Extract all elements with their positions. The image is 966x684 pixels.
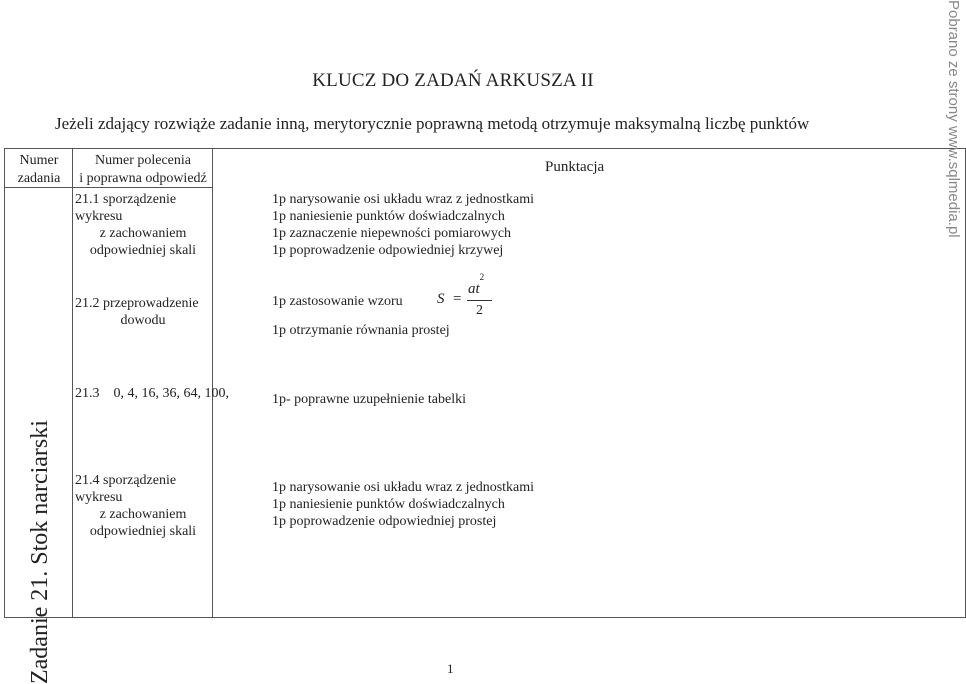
formula-lhs: S: [437, 291, 445, 307]
formula: [435, 272, 495, 327]
header-command-line1: Numer polecenia: [94, 153, 191, 168]
formula-numerator-text: at: [468, 281, 480, 297]
header-task-number: [5, 152, 73, 188]
row-21-3-command: [75, 385, 275, 402]
formula-denominator: 2: [476, 303, 483, 318]
row-21-4-point-2: 1p naniesienie punktów doświadczalnych: [272, 497, 505, 512]
row-21-1-line1: [75, 192, 176, 224]
row-21-1-point-1: 1p narysowanie osi układu wraz z jednostkami: [272, 192, 535, 207]
row-21-4-point-3: 1p poprowadzenie odpowiedniej prostej: [272, 514, 497, 529]
header-task-number-line2: zadania: [17, 171, 61, 186]
fraction-bar: [467, 300, 492, 301]
formula-exponent: 2: [479, 272, 485, 282]
row-21-2-line2: dowodu: [120, 313, 166, 328]
row-21-1-id: 21.1: [75, 192, 100, 207]
row-21-2-text: przeprowadzenie: [103, 296, 199, 311]
header-scoring: Punktacja: [545, 159, 605, 175]
header-command-line2: i poprawna odpowiedź: [79, 171, 207, 186]
intro-text: Jeżeli zdający rozwiąże zadanie inną, merytorycznie poprawną metodą otrzymuje maksymalną liczbę punktów: [55, 114, 810, 133]
row-21-1-text: sporządzenie wykresu: [75, 192, 177, 224]
row-21-2-point-2: 1p otrzymanie równania prostej: [272, 323, 450, 338]
row-21-1-point-4: 1p poprowadzenie odpowiedniej krzywej: [272, 243, 504, 258]
row-21-2-line1: [75, 296, 199, 311]
row-21-1-command: [75, 191, 211, 259]
source-watermark: Pobrano ze strony www.sqlmedia.pl: [945, 0, 962, 238]
row-21-3-point-1: 1p- poprawne uzupełnienie tabelki: [272, 392, 466, 407]
header-task-number-line1: Numer: [19, 153, 59, 168]
row-21-2-point-1: 1p zastosowanie wzoru: [272, 294, 403, 309]
row-21-4-line1: [75, 473, 176, 505]
formula-numerator: [468, 272, 485, 298]
row-21-4-command: [75, 472, 211, 540]
row-21-4-text: sporządzenie wykresu: [75, 473, 177, 505]
row-21-4-id: 21.4: [75, 473, 100, 488]
row-21-2-id: 21.2: [75, 296, 100, 311]
formula-equals: =: [453, 291, 462, 307]
row-21-3-text: 0, 4, 16, 36, 64, 100,: [113, 386, 229, 401]
task-label: Zadanie 21. Stok narciarski: [27, 420, 53, 684]
row-21-4-line3: odpowiedniej skali: [89, 524, 197, 539]
column-divider: [212, 149, 213, 617]
row-21-1-line2: z zachowaniem: [99, 226, 187, 241]
header-command: [73, 152, 213, 188]
row-21-1-point-3: 1p zaznaczenie niepewności pomiarowych: [272, 226, 512, 241]
row-21-1-point-2: 1p naniesienie punktów doświadczalnych: [272, 209, 505, 224]
row-21-4-line2: z zachowaniem: [99, 507, 187, 522]
row-21-1-line3: odpowiedniej skali: [89, 243, 197, 258]
answer-key-table: [4, 148, 966, 684]
document-title: KLUCZ DO ZADAŃ ARKUSZA II: [312, 70, 594, 91]
row-21-4-point-1: 1p narysowanie osi układu wraz z jednostkami: [272, 480, 535, 495]
row-21-3-id: 21.3: [75, 386, 100, 401]
row-21-2-command: [75, 295, 211, 329]
column-divider: [72, 149, 73, 617]
page-number: 1: [447, 661, 454, 676]
